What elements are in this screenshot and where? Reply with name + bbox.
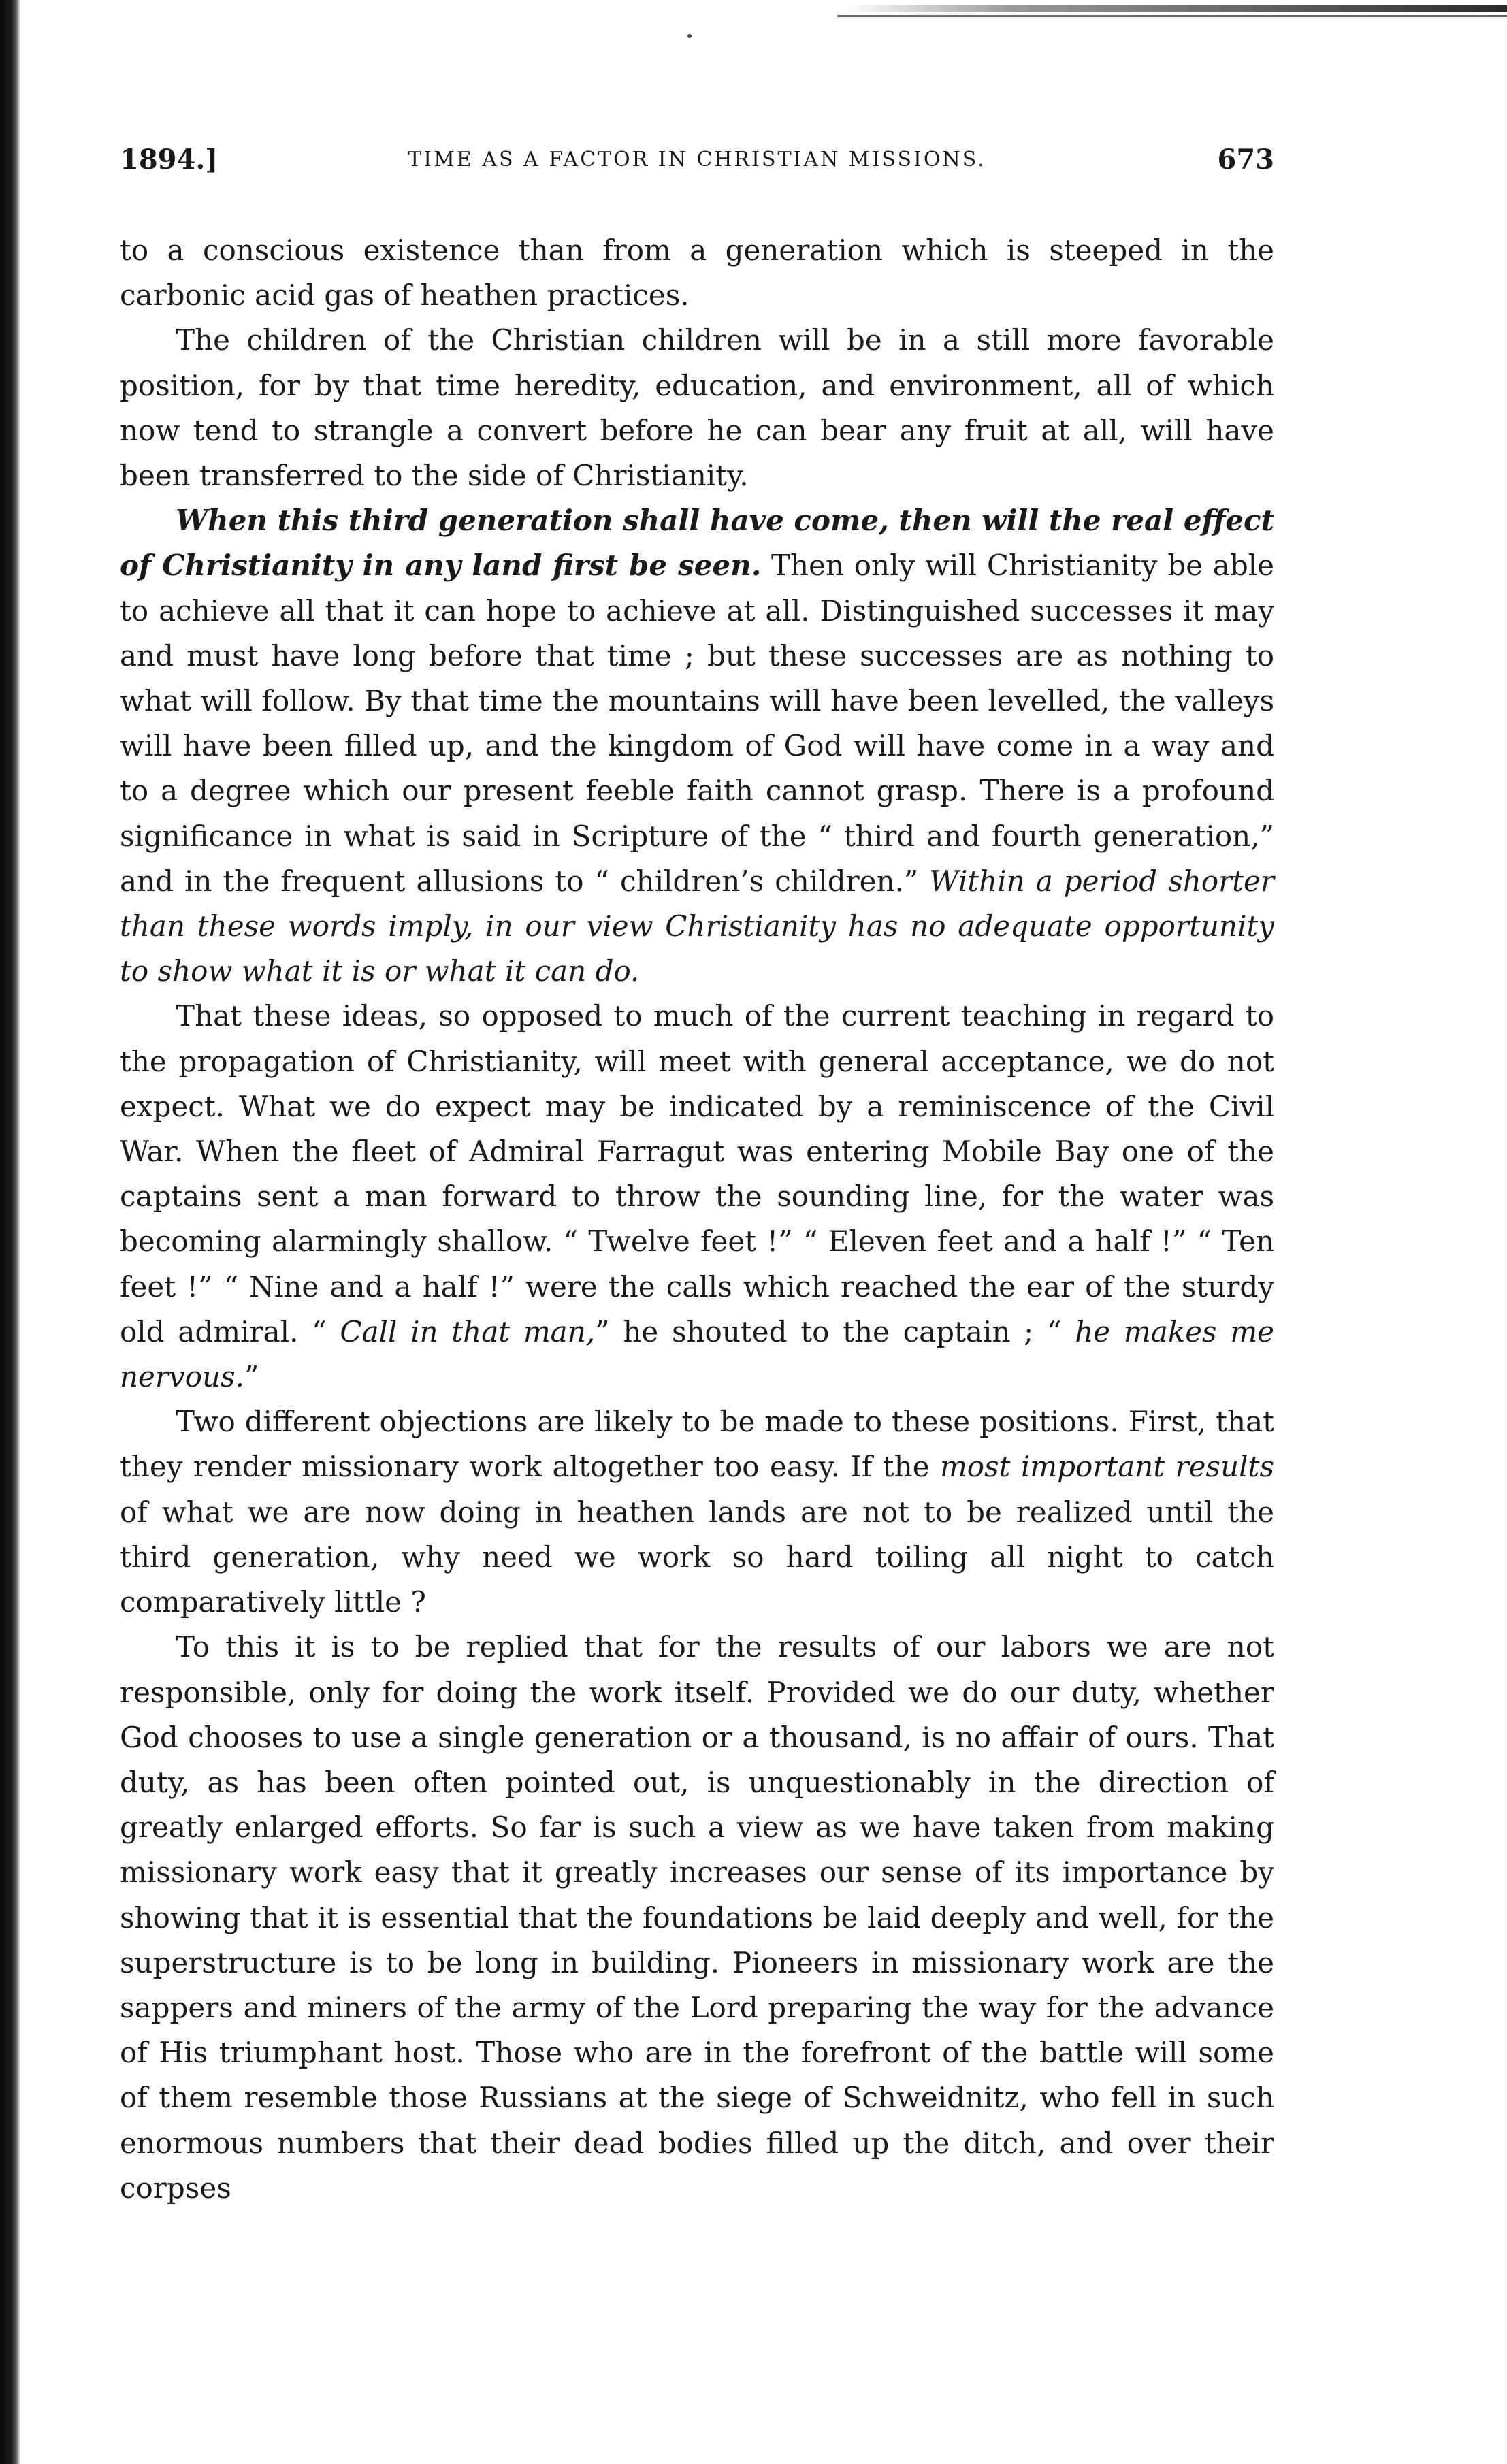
page-number: 673 <box>1217 144 1274 176</box>
text-segment: of what we are now doing in heathen lands are not to be realized until the third generation, why need we work so hard toiling all night to catch comparatively little ? <box>120 1495 1274 1619</box>
text-segment: Two different objections are likely to be made to these positions. First, that they render missionary work altogether too easy. If the <box>120 1405 1274 1484</box>
paragraph <box>120 1399 1274 1625</box>
italic-segment: he makes me nervous. <box>120 1314 1275 1394</box>
running-head-year: 1894.] <box>120 144 218 176</box>
italic-segment: Within a period shorter than these words imply, in our view Christianity has no adequate opportunity to show what it is or what it can do. <box>120 864 1274 988</box>
text-segment: to a conscious existence than from a generation which is steeped in the carbonic acid gas of heathen practices. <box>120 233 1274 312</box>
italic-segment: Call in that man, <box>340 1314 596 1348</box>
italic-segment: most important results <box>939 1450 1274 1484</box>
top-rule <box>844 5 1507 12</box>
body-text <box>120 228 1274 2211</box>
paragraph <box>120 228 1274 318</box>
running-head <box>120 140 1274 180</box>
text-segment: That these ideas, so opposed to much of the current teaching in regard to the propagation of Christianity, will meet with general acceptance, we do not expect. What we do expect may be indicated by a reminiscence of the Civil War. When the fleet of Admiral Farragut was entering Mobile Bay one of the captains sent a man forward to throw the sounding line, for the water was becoming alarmingly shallow. “ Twelve feet !” “ Eleven feet and a half !” “ Ten feet !” “ Nine and a half !” were the calls which reached the ear of the sturdy old admiral. “ <box>120 999 1274 1348</box>
paragraph <box>120 318 1274 498</box>
running-head-title: TIME AS A FACTOR IN CHRISTIAN MISSIONS. <box>408 148 986 172</box>
paragraph <box>120 994 1274 1399</box>
text-segment: ” he shouted to the captain ; “ <box>595 1314 1075 1348</box>
top-rule-thin <box>837 15 1507 17</box>
ink-speck <box>687 34 692 38</box>
text-segment: Then only will Christianity be able to achieve all that it can hope to achieve at all. Distinguished successes it may and must have long before that time ; but these successes are as nothing to what will follow. By that time the mountains will have been levelled, the valleys will have been filled up, and the kingdom of God will have come in a way and to a degree which our present feeble faith cannot grasp. There is a profound significance in what is said in Scripture of the “ third and fourth generation,” and in the frequent allusions to “ children’s children.” <box>120 549 1274 898</box>
binding-edge <box>0 0 20 2464</box>
page <box>120 140 1274 2211</box>
text-segment: The children of the Christian children will be in a still more favorable position, for by that time heredity, education, and environment, all of which now tend to strangle a convert before he can bear any fruit at all, will have been transferred to the side of Christianity. <box>120 323 1274 493</box>
paragraph <box>120 498 1274 994</box>
paragraph <box>120 1625 1274 2211</box>
text-segment: ” <box>244 1360 259 1394</box>
bold-italic-segment: When this third generation shall have come, then will the real effect of Christianity in any land first be seen. <box>120 504 1274 583</box>
text-segment: To this it is to be replied that for the results of our labors we are not responsible, only for doing the work itself. Provided we do our duty, whether God chooses to use a single generation or a thousand, is no affair of ours. That duty, as has been often pointed out, is unquestionably in the direction of greatly enlarged efforts. So far is such a view as we have taken from making missionary work easy that it greatly increases our sense of its importance by showing that it is essential that the foundations be laid deeply and well, for the superstructure is to be long in building. Pioneers in missionary work are the sappers and miners of the army of the Lord preparing the way for the advance of His triumphant host. Those who are in the forefront of the battle will some of them resemble those Russians at the siege of Schweidnitz, who fell in such enormous numbers that their dead bodies filled up the ditch, and over their corpses <box>120 1630 1274 2205</box>
